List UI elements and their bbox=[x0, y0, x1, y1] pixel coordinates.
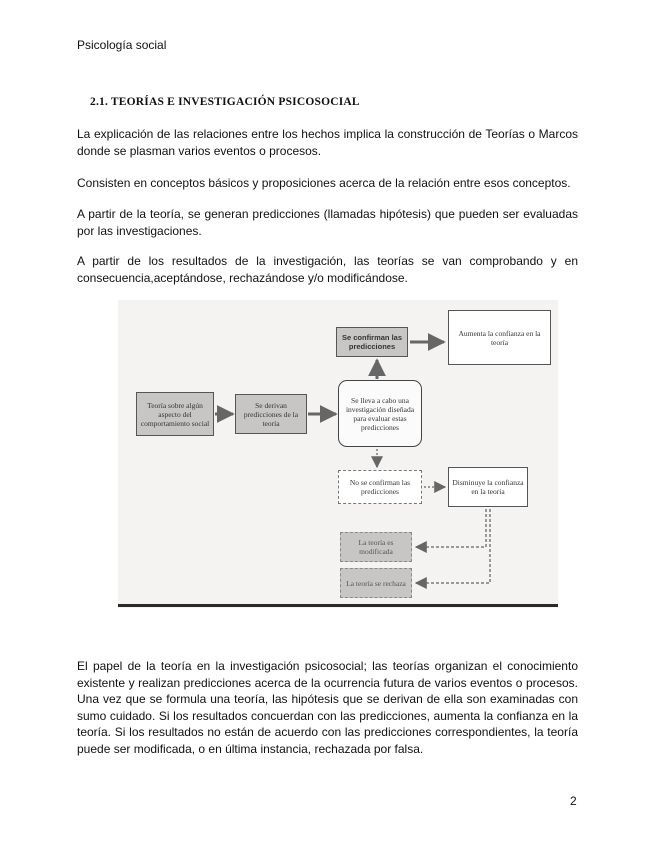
box-disminuye-confianza: Disminuye la confianza en la teoría bbox=[448, 467, 528, 507]
paragraph-role-of-theory: El papel de la teoría en la investigación psicosocial; las teorías organizan el conocimiento existente y realizan predicciones acerca de la ocurrencia futura de varios eventos o procesos. Una vez que se formula una teoría, las hipótesis que se derivan de ella son examinadas con sumo cuidado. Si los resultados concuerdan con las predicciones, aumenta la confianza en la teoría. Si los resultados no están de acuerdo con las predicciones correspondientes, la teoría puede ser modificada, o en última instancia, rechazada por falsa. bbox=[77, 659, 578, 756]
arrow-disminuye-modificada bbox=[416, 509, 486, 547]
section-title: 2.1. TEORÍAS E INVESTIGACIÓN PSICOSOCIAL bbox=[90, 96, 360, 108]
box-investigacion: Se lleva a cabo una investigación diseñada para evaluar estas predicciones bbox=[338, 380, 422, 447]
paragraph-concepts: Consisten en conceptos básicos y proposiciones acerca de la relación entre esos conceptos. bbox=[77, 176, 571, 190]
box-teoria: Teoría sobre algún aspecto del comportamiento social bbox=[136, 392, 214, 436]
running-header: Psicología social bbox=[77, 38, 167, 52]
box-derivan-predicciones: Se derivan predicciones de la teoría bbox=[235, 394, 307, 434]
box-se-confirman: Se confirman las predicciones bbox=[336, 327, 408, 357]
diagram-bottom-rule bbox=[118, 604, 558, 607]
page-number: 2 bbox=[570, 794, 577, 808]
paragraph-predictions: A partir de la teoría, se generan predicciones (llamadas hipótesis) que pueden ser evaluadas por las investigaciones. bbox=[77, 207, 578, 238]
theory-research-diagram bbox=[118, 300, 558, 608]
box-aumenta-confianza: Aumenta la confianza en la teoría bbox=[448, 310, 551, 365]
box-teoria-rechaza: La teoría se rechaza bbox=[340, 568, 412, 598]
paragraph-results: A partir de los resultados de la investigación, las teorías se van comprobando y en consecuencia,aceptándose, rechazándose y/o modificándose. bbox=[77, 254, 578, 285]
paragraph-theories-definition: La explicación de las relaciones entre los hechos implica la construcción de Teorías o Marcos donde se plasman varios eventos o procesos. bbox=[77, 127, 578, 158]
box-no-se-confirman: No se confirman las predicciones bbox=[338, 470, 422, 504]
box-teoria-modificada: La teoría es modificada bbox=[340, 532, 412, 562]
